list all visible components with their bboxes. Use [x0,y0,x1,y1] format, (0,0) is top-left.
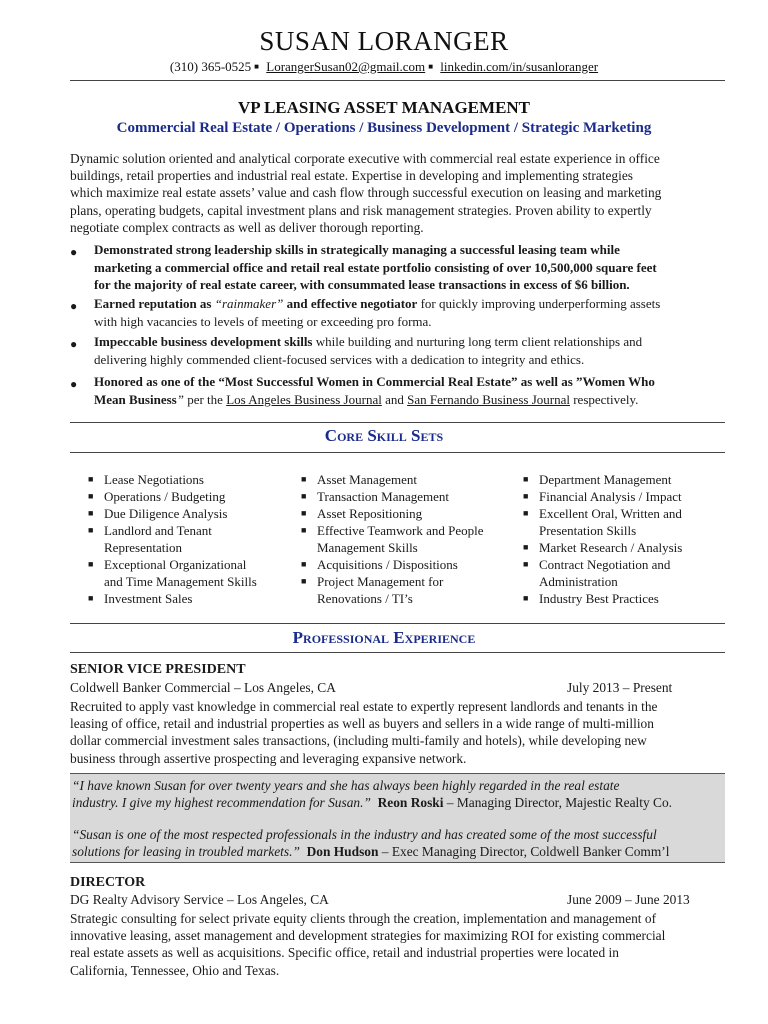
skill-label: Operations / Budgeting [104,489,226,504]
highlight-text: for quickly improving underperforming assets [417,296,661,311]
skill-label: Representation [104,540,182,555]
quote-author-role: – Managing Director, Majestic Realty Co. [443,795,673,811]
highlight-italic: ” [176,391,184,407]
highlight-line: marketing a commercial office and retail real estate portfolio consisting of over 10,500,000 square feet [94,259,657,275]
quote-text: “Susan is one of the most respected professionals in the industry and has created some of the most successful [72,827,657,842]
skill-item [301,556,516,573]
job2-dates: June 2009 – June 2013 [567,892,690,907]
skill-item [88,556,288,590]
job2-line: innovative leasing, asset management and development strategies for maximizing ROI for existing commercial [70,928,666,944]
job2-line: California, Tennessee, Ohio and Texas. [70,962,280,978]
job1-company: Coldwell Banker Commercial – Los Angeles, CA [70,680,336,695]
job2-line: Strategic consulting for select private equity clients through the creation, implementation and management of [70,911,657,926]
square-bullet-icon: ■ [523,508,529,518]
skills-column-2 [301,471,516,607]
highlight-text: and [381,391,408,407]
skill-item [88,488,288,505]
skill-item [88,590,288,607]
linkedin-link[interactable]: linkedin.com/in/susanloranger [440,59,599,74]
skill-label: Administration [539,574,618,589]
skills-heading: Core Skill Sets [324,426,444,445]
highlight-bold: Mean Business [94,391,177,407]
square-bullet-icon: ■ [301,491,307,501]
quote-text: solutions for leasing in troubled markets.” [72,844,300,860]
square-bullet-icon: ■ [88,525,94,535]
skill-item [301,573,516,607]
job1-line: leasing of office, retail and industrial properties as well as buyers and sellers in a wide range of multi-million [70,716,654,732]
highlight-line: with high vacancies to levels of meeting or exceeding pro forma. [94,313,432,329]
headline-title: VP LEASING ASSET MANAGEMENT [237,98,531,117]
highlight-text: while building and nurturing long term client relationships and [312,334,643,349]
testimonial-roski [72,777,727,811]
publication-la-business-journal: Los Angeles Business Journal [226,391,382,407]
skill-label: Due Diligence Analysis [104,506,228,521]
skill-item [88,471,288,488]
skill-label: Industry Best Practices [539,591,659,606]
summary-line: buildings, retail properties and industrial real estate. Expertise in developing and implementing strategies [70,168,633,184]
skill-item [88,505,288,522]
candidate-name: SUSAN LORANGER [259,26,509,56]
highlight-line: Demonstrated strong leadership skills in strategically managing a successful leasing team while [94,242,620,257]
job1-line: business through assertive prospecting and leveraging expansive network. [70,750,467,766]
highlight-honors [94,373,724,408]
skill-label: Financial Analysis / Impact [539,489,682,504]
quote-text: “I have known Susan for over twenty years and she has always been highly regarded in the real estate [72,778,620,793]
highlight-leadership [94,241,724,294]
bullet-icon: ● [70,377,78,391]
skill-label: Exceptional Organizational [104,557,247,572]
highlight-bold: Earned reputation as [94,296,215,311]
bullet-icon: ● [70,245,78,259]
skill-item [523,539,723,556]
job1-description [70,698,730,767]
job1-line: Recruited to apply vast knowledge in commercial real estate to expertly represent landlords and tenants in the [70,699,658,714]
skill-label: Renovations / TI’s [317,591,413,606]
summary [70,150,730,236]
skill-item [523,505,723,539]
job1-dates: July 2013 – Present [567,680,673,695]
skills-bottom-divider [70,452,725,453]
summary-line: Dynamic solution oriented and analytical corporate executive with commercial real estate experience in office [70,151,660,166]
skill-label: Contract Negotiation and [539,557,671,572]
highlight-bizdev [94,333,724,368]
job2-description [70,910,730,979]
contact-line [0,59,768,75]
highlight-line: Honored as one of the “Most Successful Women in Commercial Real Estate” as well as ”Women Who [94,374,655,389]
phone: (310) 365-0525 [169,59,252,74]
skill-item [523,471,723,488]
skill-label: Lease Negotiations [104,472,204,487]
skill-label: Asset Management [317,472,418,487]
square-bullet-icon: ■ [301,474,307,484]
skills-column-1 [88,471,288,607]
job2-line: real estate assets as well as acquisitions. Specific office, retail and industrial properties were located in [70,945,619,961]
highlight-italic: “rainmaker” [214,296,284,311]
skill-label: Investment Sales [104,591,193,606]
skill-item [301,488,516,505]
skill-label: Transaction Management [317,489,450,504]
skill-label: Effective Teamwork and People [317,523,484,538]
quote-text: industry. I give my highest recommendation for Susan.” [72,795,371,811]
job2-company: DG Realty Advisory Service – Los Angeles, CA [70,892,329,907]
skill-item [523,556,723,590]
skill-label: Management Skills [317,540,418,555]
highlight-bold: Impeccable business development skills [94,334,313,349]
square-bullet-icon: ■ [301,508,307,518]
skill-label: Acquisitions / Dispositions [317,557,458,572]
skill-label: Project Management for [317,574,444,589]
header-divider [70,80,725,81]
quote-author: Don Hudson [306,844,379,860]
highlight-line: for the majority of real estate career, with consummated lease transactions in excess of $6 billion. [94,277,630,292]
highlight-bold: and effective negotiator [283,296,418,311]
experience-bottom-divider [70,652,725,653]
square-bullet-icon: ■ [523,491,529,501]
skill-label: Market Research / Analysis [539,540,683,555]
skill-label: Excellent Oral, Written and [539,506,682,521]
skill-label: Asset Repositioning [317,506,423,521]
square-bullet-icon: ■ [301,559,307,569]
quote-author-role: – Exec Managing Director, Coldwell Banker Comm’l [378,844,670,860]
highlight-line: delivering highly commended client-focused services with a dedication to integrity and ethics. [94,351,585,367]
highlight-reputation [94,295,724,330]
bullet-icon: ● [70,299,78,313]
bullet-icon: ● [70,337,78,351]
highlight-text: respectively. [569,391,639,407]
square-bullet-icon: ■ [88,491,94,501]
testimonial-hudson [72,826,727,860]
square-bullet-icon: ■ [523,474,529,484]
highlight-text: per the [183,391,227,407]
skill-item [88,522,288,556]
skill-label: Presentation Skills [539,523,637,538]
summary-line: which maximize real estate assets’ value and cash flow through successful execution on leasing and marketing [70,185,662,201]
summary-line: negotiate complex contracts as well as deliver thorough reporting. [70,219,424,235]
skill-item [523,590,723,607]
skills-column-3 [523,471,723,607]
skill-item [301,505,516,522]
job1-line: dollar commercial investment sales transactions, (including multi-family and hotels), while developing new [70,733,647,749]
skill-item [523,488,723,505]
publication-sf-business-journal: San Fernando Business Journal [407,391,570,407]
square-bullet-icon: ■ [88,559,94,569]
separator-icon: ■ [428,62,434,71]
skill-item [301,522,516,556]
job2-title: DIRECTOR [70,875,146,890]
skills-top-divider [70,422,725,423]
separator-icon: ■ [254,62,260,71]
skill-item [301,471,516,488]
quote-author: Reon Roski [377,795,444,811]
square-bullet-icon: ■ [523,542,529,552]
square-bullet-icon: ■ [88,593,94,603]
square-bullet-icon: ■ [88,508,94,518]
square-bullet-icon: ■ [301,525,307,535]
skill-label: Department Management [539,472,672,487]
square-bullet-icon: ■ [523,559,529,569]
email-link[interactable]: LorangerSusan02@gmail.com [266,59,426,74]
skill-label: and Time Management Skills [104,574,257,589]
square-bullet-icon: ■ [301,576,307,586]
square-bullet-icon: ■ [523,593,529,603]
skill-label: Landlord and Tenant [104,523,212,538]
square-bullet-icon: ■ [88,474,94,484]
experience-top-divider [70,623,725,624]
job1-title: SENIOR VICE PRESIDENT [70,662,246,677]
experience-heading: Professional Experience [292,628,476,647]
summary-line: plans, operating budgets, capital investment plans and risk management strategies. Proven ability to expertly [70,202,652,218]
headline-subtitle: Commercial Real Estate / Operations / Business Development / Strategic Marketing [116,120,652,136]
